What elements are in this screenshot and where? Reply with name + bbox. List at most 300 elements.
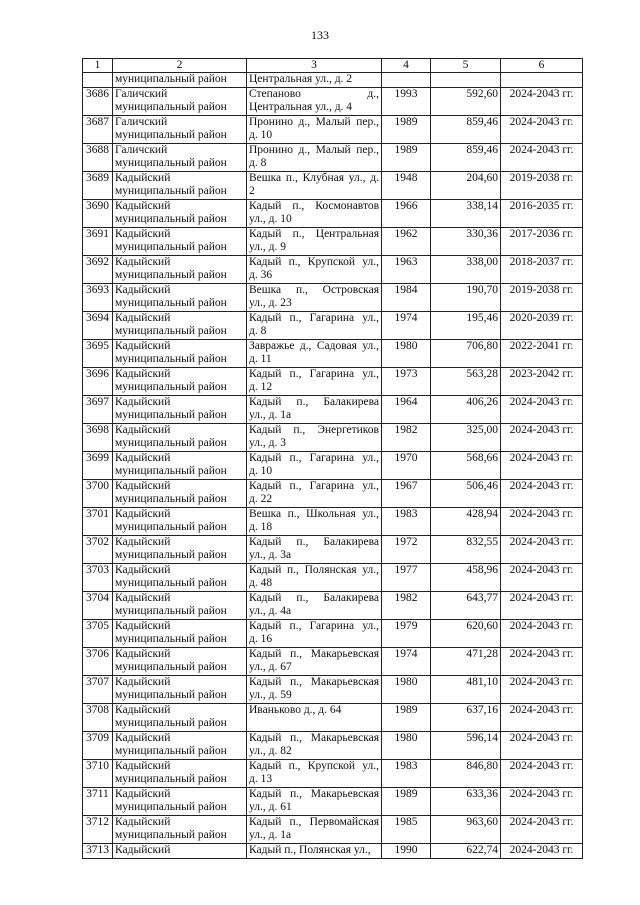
cell-number: 3705 — [83, 620, 113, 648]
district-line: муниципальный район — [115, 605, 227, 617]
cell-number: 3709 — [83, 732, 113, 760]
address-line: ул., д. 4а — [249, 605, 292, 617]
cell-period: 2024-2043 гг. — [501, 648, 583, 676]
district-line: муниципальный район — [115, 801, 227, 813]
cell-address — [247, 368, 382, 396]
district-line: муниципальный район — [115, 129, 227, 141]
district-line: Кадыйский — [115, 732, 171, 744]
cell-district — [113, 788, 247, 816]
table-row — [83, 144, 583, 172]
district-line: Кадыйский — [115, 368, 171, 380]
cell-address — [247, 788, 382, 816]
cell-year: 1974 — [382, 648, 431, 676]
district-line: Кадыйский — [115, 480, 171, 492]
district-line: муниципальный район — [115, 717, 227, 729]
table-row — [83, 284, 583, 312]
cell-value: 832,55 — [431, 536, 501, 564]
cell-period: 2018-2037 гг. — [501, 256, 583, 284]
district-line: Кадыйский — [115, 424, 171, 436]
column-header: 5 — [431, 59, 501, 73]
cell-period: 2024-2043 гг. — [501, 116, 583, 144]
cell-number: 3702 — [83, 536, 113, 564]
cell-period: 2020-2039 гг. — [501, 312, 583, 340]
cell-number: 3713 — [83, 844, 113, 859]
cell-number — [83, 73, 113, 88]
address-line: 2 — [249, 185, 255, 197]
cell-year: 1985 — [382, 816, 431, 844]
cell-number: 3691 — [83, 228, 113, 256]
address-line: Кадый п., Макарьевская — [249, 648, 379, 660]
cell-period: 2024-2043 гг. — [501, 452, 583, 480]
district-line: Кадыйский — [115, 396, 171, 408]
cell-year: 1948 — [382, 172, 431, 200]
table-row — [83, 648, 583, 676]
cell-address — [247, 73, 382, 88]
cell-value: 596,14 — [431, 732, 501, 760]
cell-address — [247, 536, 382, 564]
cell-year: 1993 — [382, 88, 431, 116]
cell-year: 1989 — [382, 788, 431, 816]
cell-address — [247, 312, 382, 340]
address-line: Кадый п., Балакирева — [249, 592, 379, 604]
cell-value: 428,94 — [431, 508, 501, 536]
district-line: Кадыйский — [115, 620, 171, 632]
table-row — [83, 508, 583, 536]
cell-value: 859,46 — [431, 144, 501, 172]
cell-value: 325,00 — [431, 424, 501, 452]
table-row — [83, 396, 583, 424]
address-line: ул., д. 10 — [249, 213, 292, 225]
cell-year: 1977 — [382, 564, 431, 592]
cell-number: 3708 — [83, 704, 113, 732]
cell-year: 1983 — [382, 508, 431, 536]
cell-year: 1989 — [382, 116, 431, 144]
district-line: муниципальный район — [115, 521, 227, 533]
cell-period: 2019-2038 гг. — [501, 172, 583, 200]
table-row — [83, 200, 583, 228]
cell-year: 1983 — [382, 760, 431, 788]
cell-year: 1973 — [382, 368, 431, 396]
district-line: Кадыйский — [115, 312, 171, 324]
address-line: Центральная ул., д. 2 — [249, 73, 353, 85]
address-line: д. 8 — [249, 325, 267, 337]
cell-number: 3700 — [83, 480, 113, 508]
cell-year: 1982 — [382, 592, 431, 620]
cell-value: 563,28 — [431, 368, 501, 396]
address-line: ул., д. 3 — [249, 437, 286, 449]
address-line: Вешка п., Школьная ул., — [249, 508, 379, 520]
column-header: 2 — [113, 59, 247, 73]
address-line: ул., д. 61 — [249, 801, 292, 813]
cell-number: 3707 — [83, 676, 113, 704]
district-line: муниципальный район — [115, 381, 227, 393]
address-line: Кадый п., Полянская ул., — [249, 564, 379, 576]
cell-year: 1967 — [382, 480, 431, 508]
district-line: муниципальный район — [115, 185, 227, 197]
cell-district — [113, 284, 247, 312]
address-line: Завражье д., Садовая ул., — [249, 340, 379, 352]
cell-value: 406,26 — [431, 396, 501, 424]
cell-number: 3690 — [83, 200, 113, 228]
cell-number: 3693 — [83, 284, 113, 312]
cell-number: 3688 — [83, 144, 113, 172]
cell-number: 3695 — [83, 340, 113, 368]
district-line: Кадыйский — [115, 592, 171, 604]
cell-period: 2024-2043 гг. — [501, 676, 583, 704]
cell-address — [247, 620, 382, 648]
cell-district — [113, 480, 247, 508]
address-line: Иваньково д., д. 64 — [249, 704, 342, 716]
cell-period: 2024-2043 гг. — [501, 760, 583, 788]
district-line: муниципальный район — [115, 353, 227, 365]
cell-district — [113, 620, 247, 648]
cell-address — [247, 424, 382, 452]
table-row — [83, 676, 583, 704]
cell-number: 3704 — [83, 592, 113, 620]
cell-number: 3699 — [83, 452, 113, 480]
cell-district — [113, 732, 247, 760]
cell-year: 1980 — [382, 676, 431, 704]
address-line: д. 13 — [249, 773, 273, 785]
table-row — [83, 73, 583, 88]
cell-period: 2024-2043 гг. — [501, 704, 583, 732]
cell-period: 2024-2043 гг. — [501, 508, 583, 536]
district-line: Кадыйский — [115, 536, 171, 548]
cell-value: 195,46 — [431, 312, 501, 340]
table-row — [83, 760, 583, 788]
address-line: Кадый п., Крупской ул., — [249, 256, 379, 268]
cell-value: 846,80 — [431, 760, 501, 788]
table-row — [83, 816, 583, 844]
cell-number: 3698 — [83, 424, 113, 452]
cell-year: 1979 — [382, 620, 431, 648]
address-line: Центральная ул., д. 4 — [249, 101, 353, 113]
table-row — [83, 256, 583, 284]
address-line: Кадый п., Первомайская — [249, 816, 379, 828]
cell-period: 2024-2043 гг. — [501, 844, 583, 859]
district-line: Кадыйский — [115, 228, 171, 240]
cell-address — [247, 200, 382, 228]
cell-period: 2024-2043 гг. — [501, 620, 583, 648]
cell-number: 3710 — [83, 760, 113, 788]
cell-district — [113, 536, 247, 564]
district-line: муниципальный район — [115, 437, 227, 449]
district-line: муниципальный район — [115, 465, 227, 477]
table-row — [83, 424, 583, 452]
address-line: д. 18 — [249, 521, 273, 533]
cell-district — [113, 256, 247, 284]
table-row — [83, 452, 583, 480]
table-row — [83, 788, 583, 816]
address-line: Кадый п., Макарьевская — [249, 788, 379, 800]
cell-value: 330,36 — [431, 228, 501, 256]
address-line: ул., д. 1а — [249, 829, 292, 841]
address-line: Кадый п., Космонавтов — [249, 200, 379, 212]
district-line: муниципальный район — [115, 745, 227, 757]
address-line: Кадый п., Полянская ул., — [249, 844, 371, 856]
cell-number: 3689 — [83, 172, 113, 200]
address-line: Кадый п., Гагарина ул., — [249, 312, 379, 324]
address-line: ул., д. 23 — [249, 297, 292, 309]
cell-district — [113, 704, 247, 732]
district-line: муниципальный район — [115, 157, 227, 169]
address-line: Кадый п., Крупской ул., — [249, 760, 379, 772]
cell-value: 620,60 — [431, 620, 501, 648]
district-line: Кадыйский — [115, 452, 171, 464]
cell-address — [247, 88, 382, 116]
address-line: ул., д. 9 — [249, 241, 286, 253]
cell-period: 2024-2043 гг. — [501, 396, 583, 424]
cell-address — [247, 144, 382, 172]
cell-number: 3701 — [83, 508, 113, 536]
address-line: д. 10 — [249, 465, 273, 477]
cell-district — [113, 73, 247, 88]
cell-period: 2019-2038 гг. — [501, 284, 583, 312]
cell-district — [113, 172, 247, 200]
cell-district — [113, 452, 247, 480]
cell-value: 568,66 — [431, 452, 501, 480]
cell-district — [113, 676, 247, 704]
district-line: Кадыйский — [115, 340, 171, 352]
cell-value: 458,96 — [431, 564, 501, 592]
cell-value: 204,60 — [431, 172, 501, 200]
registry-table — [82, 58, 583, 859]
district-line: Кадыйский — [115, 648, 171, 660]
cell-address — [247, 340, 382, 368]
district-line: муниципальный район — [115, 661, 227, 673]
cell-district — [113, 116, 247, 144]
cell-number: 3697 — [83, 396, 113, 424]
table-row — [83, 480, 583, 508]
address-line: д. 16 — [249, 633, 273, 645]
cell-value: 592,60 — [431, 88, 501, 116]
address-line: Вешка п., Клубная ул., д. — [249, 172, 379, 184]
cell-value — [431, 73, 501, 88]
district-line: муниципальный район — [115, 325, 227, 337]
table-row — [83, 732, 583, 760]
cell-value: 622,74 — [431, 844, 501, 859]
address-line: ул., д. 1а — [249, 409, 292, 421]
cell-district — [113, 88, 247, 116]
cell-period: 2016-2035 гг. — [501, 200, 583, 228]
cell-year: 1964 — [382, 396, 431, 424]
cell-period: 2024-2043 гг. — [501, 564, 583, 592]
cell-year: 1980 — [382, 732, 431, 760]
column-header: 1 — [83, 59, 113, 73]
cell-address — [247, 676, 382, 704]
address-line: ул., д. 67 — [249, 661, 292, 673]
cell-value: 338,00 — [431, 256, 501, 284]
cell-district — [113, 228, 247, 256]
cell-number: 3694 — [83, 312, 113, 340]
district-line: Галичский — [115, 88, 168, 100]
district-line: муниципальный район — [115, 101, 227, 113]
address-line: Степаново д., — [249, 88, 379, 100]
cell-district — [113, 144, 247, 172]
district-line: муниципальный район — [115, 773, 227, 785]
district-line: Галичский — [115, 116, 168, 128]
cell-period: 2022-2041 гг. — [501, 340, 583, 368]
address-line: Кадый п., Гагарина ул., — [249, 368, 379, 380]
cell-number: 3712 — [83, 816, 113, 844]
address-line: д. 22 — [249, 493, 273, 505]
address-line: д. 48 — [249, 577, 273, 589]
cell-district — [113, 200, 247, 228]
district-line: Кадыйский — [115, 564, 171, 576]
address-line: Кадый п., Гагарина ул., — [249, 480, 379, 492]
district-line: муниципальный район — [115, 493, 227, 505]
cell-address — [247, 816, 382, 844]
district-line: муниципальный район — [115, 297, 227, 309]
cell-address — [247, 480, 382, 508]
address-line: Кадый п., Балакирева — [249, 536, 379, 548]
cell-number: 3687 — [83, 116, 113, 144]
address-line: Кадый п., Макарьевская — [249, 732, 379, 744]
address-line: д. 12 — [249, 381, 273, 393]
district-line: Кадыйский — [115, 704, 171, 716]
cell-period: 2024-2043 гг. — [501, 480, 583, 508]
cell-address — [247, 396, 382, 424]
cell-district — [113, 760, 247, 788]
table-row — [83, 592, 583, 620]
cell-value: 859,46 — [431, 116, 501, 144]
table-row — [83, 340, 583, 368]
cell-year: 1972 — [382, 536, 431, 564]
address-line: ул., д. 59 — [249, 689, 292, 701]
address-line: Кадый п., Энергетиков — [249, 424, 379, 436]
address-line: Кадый п., Гагарина ул., — [249, 452, 379, 464]
table-row — [83, 620, 583, 648]
cell-district — [113, 424, 247, 452]
address-line: Вешка п., Островская — [249, 284, 379, 296]
cell-period: 2024-2043 гг. — [501, 536, 583, 564]
column-header: 3 — [247, 59, 382, 73]
cell-number: 3686 — [83, 88, 113, 116]
cell-year: 1963 — [382, 256, 431, 284]
cell-value: 481,10 — [431, 676, 501, 704]
cell-district — [113, 564, 247, 592]
address-line: Кадый п., Гагарина ул., — [249, 620, 379, 632]
table-row — [83, 704, 583, 732]
cell-number: 3706 — [83, 648, 113, 676]
address-line: ул., д. 3а — [249, 549, 292, 561]
address-line: Пронино д., Малый пер., — [249, 116, 379, 128]
address-line: Кадый п., Балакирева — [249, 396, 379, 408]
address-line: Кадый п., Центральная — [249, 228, 379, 240]
cell-value: 190,70 — [431, 284, 501, 312]
cell-value: 633,36 — [431, 788, 501, 816]
district-line: Кадыйский — [115, 760, 171, 772]
cell-address — [247, 172, 382, 200]
cell-value: 706,80 — [431, 340, 501, 368]
cell-district — [113, 816, 247, 844]
cell-address — [247, 284, 382, 312]
cell-year: 1974 — [382, 312, 431, 340]
cell-district — [113, 844, 247, 859]
district-line: муниципальный район — [115, 73, 227, 85]
address-line: ул., д. 82 — [249, 745, 292, 757]
cell-address — [247, 732, 382, 760]
cell-district — [113, 648, 247, 676]
district-line: Галичский — [115, 144, 168, 156]
cell-value: 637,16 — [431, 704, 501, 732]
cell-year: 1962 — [382, 228, 431, 256]
address-line: Кадый п., Макарьевская — [249, 676, 379, 688]
address-line: д. 36 — [249, 269, 273, 281]
column-header: 6 — [501, 59, 583, 73]
district-line: Кадыйский — [115, 788, 171, 800]
district-line: муниципальный район — [115, 689, 227, 701]
district-line: Кадыйский — [115, 816, 171, 828]
district-line: муниципальный район — [115, 269, 227, 281]
cell-year: 1970 — [382, 452, 431, 480]
cell-district — [113, 396, 247, 424]
cell-number: 3692 — [83, 256, 113, 284]
cell-year: 1984 — [382, 284, 431, 312]
cell-address — [247, 508, 382, 536]
cell-period: 2024-2043 гг. — [501, 788, 583, 816]
page-number: 133 — [311, 28, 329, 42]
cell-year: 1990 — [382, 844, 431, 859]
cell-address — [247, 760, 382, 788]
cell-period: 2023-2042 гг. — [501, 368, 583, 396]
cell-address — [247, 704, 382, 732]
district-line: муниципальный район — [115, 213, 227, 225]
cell-period: 2017-2036 гг. — [501, 228, 583, 256]
cell-address — [247, 116, 382, 144]
address-line: Пронино д., Малый пер., — [249, 144, 379, 156]
cell-address — [247, 452, 382, 480]
table-row — [83, 116, 583, 144]
cell-year: 1989 — [382, 144, 431, 172]
cell-address — [247, 256, 382, 284]
cell-address — [247, 228, 382, 256]
district-line: муниципальный район — [115, 633, 227, 645]
cell-number: 3703 — [83, 564, 113, 592]
cell-value: 643,77 — [431, 592, 501, 620]
cell-address — [247, 564, 382, 592]
cell-period: 2024-2043 гг. — [501, 592, 583, 620]
district-line: муниципальный район — [115, 829, 227, 841]
address-line: д. 8 — [249, 157, 267, 169]
table-row — [83, 228, 583, 256]
cell-period: 2024-2043 гг. — [501, 144, 583, 172]
cell-year: 1982 — [382, 424, 431, 452]
cell-address — [247, 648, 382, 676]
table-row — [83, 844, 583, 859]
cell-year: 1980 — [382, 340, 431, 368]
district-line: Кадыйский — [115, 200, 171, 212]
cell-year: 1989 — [382, 704, 431, 732]
cell-period: 2024-2043 гг. — [501, 88, 583, 116]
table-row — [83, 312, 583, 340]
cell-value: 338,14 — [431, 200, 501, 228]
cell-district — [113, 340, 247, 368]
cell-value: 963,60 — [431, 816, 501, 844]
table-row — [83, 88, 583, 116]
district-line: Кадыйский — [115, 676, 171, 688]
district-line: Кадыйский — [115, 284, 171, 296]
district-line: муниципальный район — [115, 409, 227, 421]
cell-address — [247, 844, 382, 859]
cell-year: 1966 — [382, 200, 431, 228]
cell-value: 506,46 — [431, 480, 501, 508]
cell-district — [113, 592, 247, 620]
district-line: муниципальный район — [115, 549, 227, 561]
cell-district — [113, 368, 247, 396]
cell-number: 3696 — [83, 368, 113, 396]
district-line: Кадыйский — [115, 844, 171, 856]
